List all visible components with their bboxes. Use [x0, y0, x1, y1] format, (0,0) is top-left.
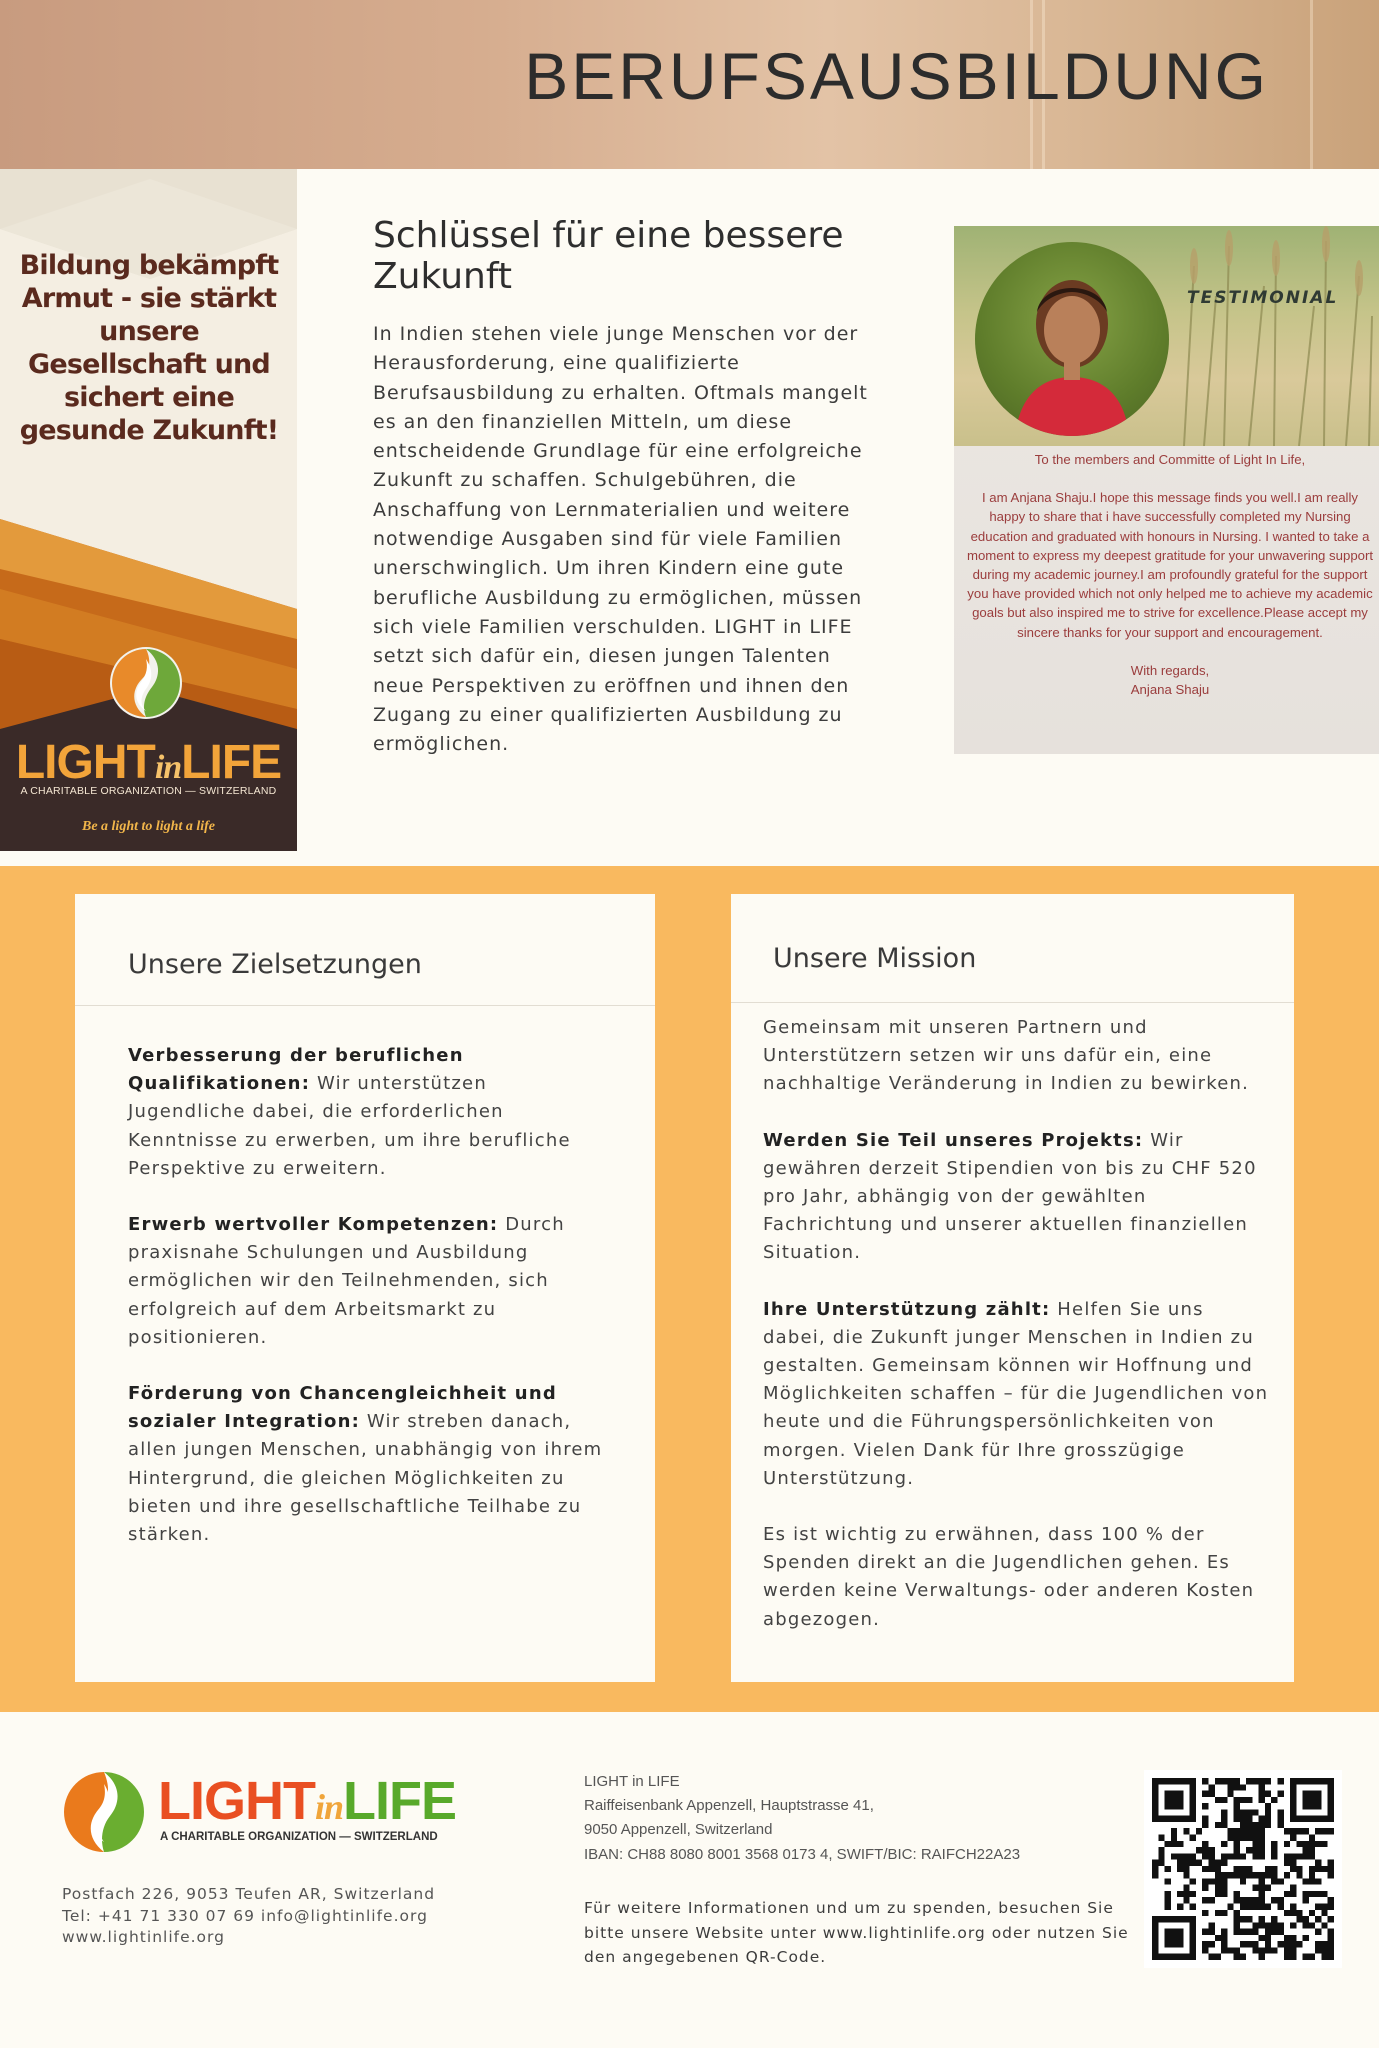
person-portrait-icon: [975, 242, 1169, 436]
testimonial-closing: With regards,: [1130, 662, 1210, 678]
logo-light-word: LIGHT: [158, 1771, 315, 1831]
mission-card: [731, 894, 1294, 1682]
goal-title: Verbesserung der beruflichen Qualifikationen:: [128, 1045, 464, 1095]
mission-divider: [731, 1002, 1294, 1003]
banner-slogan: Bildung bekämpft Armut - sie stärkt unsere Gesellschaft und sichert eine gesunde Zukunft!: [19, 250, 279, 446]
testimonial-portrait: [975, 242, 1169, 436]
testimonial-letter: [966, 450, 1374, 699]
testimonial-label: TESTIMONIAL: [1187, 288, 1339, 308]
mission-heading: Unsere Mission: [773, 943, 977, 974]
logo-life-word: LIFE: [343, 1771, 457, 1831]
qr-code-icon[interactable]: [1144, 1770, 1342, 1968]
goals-divider: [75, 1005, 655, 1006]
goals-list: [128, 1042, 608, 1577]
goal-title: Erwerb wertvoller Kompetenzen:: [128, 1214, 499, 1236]
bank-iban: IBAN: CH88 8080 8001 3568 0173 4, SWIFT/BIC: RAIFCH22A23: [584, 1845, 1021, 1863]
intro-heading: Schlüssel für eine bessere Zukunft: [373, 215, 844, 297]
qr-code-graphic: [1152, 1778, 1334, 1960]
footer-donation-info: Für weitere Informationen und um zu spenden, besuchen Sie bitte unsere Website unter www.lightinlife.org oder nutzen Sie den angegebenen QR-Code.: [584, 1899, 1129, 1966]
testimonial-salutation: To the members and Committe of Light In Life,: [1034, 452, 1306, 467]
footer-contact: [62, 1884, 435, 1949]
mission-text: [763, 1014, 1273, 1662]
footer-phone-email: Tel: +41 71 330 07 69 info@lightinlife.org: [62, 1906, 428, 1925]
goal-text: Wir streben danach, allen jungen Menschen, unabhängig von ihrem Hintergrund, die gleichen Möglichkeiten zu bieten und ihre gesellschaftliche Teilhabe zu stärken.: [128, 1411, 603, 1546]
footer-org-tagline: A CHARITABLE ORGANIZATION — SWITZERLAND: [160, 1831, 438, 1843]
header-banner: [0, 0, 1379, 169]
testimonial-message: I am Anjana Shaju.I hope this message finds you well.I am really happy to share that i have successfully completed my Nursing education and graduated with honours in Nursing. I wanted to take a moment to express my deepest gratitude for your unwavering support during my academic journey.I am profoundly grateful for the support you have provided which not only helped me to achieve my academic goals but also inspired me to strive for excellence.Please accept my sincere thanks for your support and encouragement.: [966, 490, 1374, 640]
intro-paragraph: In Indien stehen viele junge Menschen vor der Herausforderung, eine qualifizierte Berufsausbildung zu erhalten. Oftmals mangelt es an den finanziellen Mitteln, um diese entscheidende Grundlage für eine erfolgreiche Zukunft zu schaffen. Schulgebühren, die Anschaffung von Lernmaterialien und weitere notwendige Ausgaben sind für viele Familien unerschwinglich. Um ihren Kindern eine gute berufliche Ausbildung zu ermöglichen, müssen sich viele Familien verschulden. LIGHT in LIFE setzt sich dafür ein, diesen jungen Talenten neue Perspektiven zu eröffnen und ihnen den Zugang zu einer qualifizierten Ausbildung zu ermöglichen.: [373, 323, 868, 756]
logo-life-word: LIFE: [181, 736, 282, 789]
goal-text: Wir unterstützen Jugendliche dabei, die erforderlichen Kenntnisse zu erwerben, um ihre berufliche Perspektive zu erweitern.: [128, 1073, 571, 1179]
footer-logo-text: [158, 1770, 456, 1832]
bank-line: Raiffeisenbank Appenzell, Hauptstrasse 41,: [584, 1797, 874, 1815]
logo-in-word: in: [314, 1787, 344, 1827]
banner-org-tagline: A CHARITABLE ORGANIZATION — SWITZERLAND: [20, 785, 277, 797]
bank-account-name: LIGHT in LIFE: [584, 1773, 680, 1790]
mission-item-text: Wir gewähren derzeit Stipendien von bis zu CHF 520 pro Jahr, abhängig von der gewählten Fachrichtung und unserer aktuellen finanziellen Situation.: [763, 1129, 1257, 1264]
goals-card: [75, 894, 655, 1682]
mission-item-title: Ihre Unterstützung zählt:: [763, 1298, 1051, 1320]
goals-heading: Unsere Zielsetzungen: [128, 949, 422, 980]
mission-intro: Gemeinsam mit unseren Partnern und Unterstützern setzen wir uns dafür ein, eine nachhaltige Veränderung in Indien zu bewirken.: [763, 1017, 1250, 1095]
testimonial-signature: Anjana Shaju: [1130, 682, 1210, 698]
goal-text: Durch praxisnahe Schulungen und Ausbildung ermöglichen wir den Teilnehmenden, sich erfolgreich auf dem Arbeitsmarkt zu positionieren.: [128, 1214, 565, 1348]
footer-bank-details: [584, 1770, 1020, 1867]
page-title: BERUFSAUSBILDUNG: [524, 39, 1269, 113]
testimonial-signoff: [966, 661, 1374, 699]
bank-line: 9050 Appenzell, Switzerland: [584, 1821, 773, 1839]
goal-title: Förderung von Chancengleichheit und sozialer Integration:: [128, 1383, 557, 1433]
banner-logo-text: [0, 735, 297, 790]
footer-address: Postfach 226, 9053 Teufen AR, Switzerland: [62, 1885, 436, 1903]
header-decoration: [1310, 0, 1313, 169]
mission-item-text: Helfen Sie uns dabei, die Zukunft junger Menschen in Indien zu gestalten. Gemeinsam können wir Hoffnung und Möglichkeiten schaffen – für die Jugendlichen von heute und die Führungspersönlichkeiten von morgen. Vielen Dank für Ihre grosszügige Unterstützung.: [763, 1298, 1269, 1489]
footer-website[interactable]: www.lightinlife.org: [62, 1928, 225, 1946]
goal-item: [128, 1211, 608, 1352]
mission-closing: Es ist wichtig zu erwähnen, dass 100 % der Spenden direkt an die Jugendlichen gehen. Es werden keine Verwaltungs- oder anderen Kosten abgezogen.: [763, 1524, 1255, 1630]
banner-motto: Be a light to light a life: [81, 819, 215, 834]
goal-item: [128, 1380, 608, 1549]
logo-in-word: in: [154, 749, 182, 786]
logo-light-word: LIGHT: [15, 736, 155, 789]
goal-item: [128, 1042, 608, 1183]
mission-item-title: Werden Sie Teil unseres Projekts:: [763, 1129, 1144, 1151]
mission-item: [763, 1296, 1273, 1493]
flame-logo-icon: [108, 645, 184, 721]
footer-flame-logo-icon: [60, 1768, 148, 1856]
mission-item: [763, 1127, 1273, 1268]
campaign-banner: [0, 169, 297, 851]
testimonial-card: [954, 226, 1379, 754]
